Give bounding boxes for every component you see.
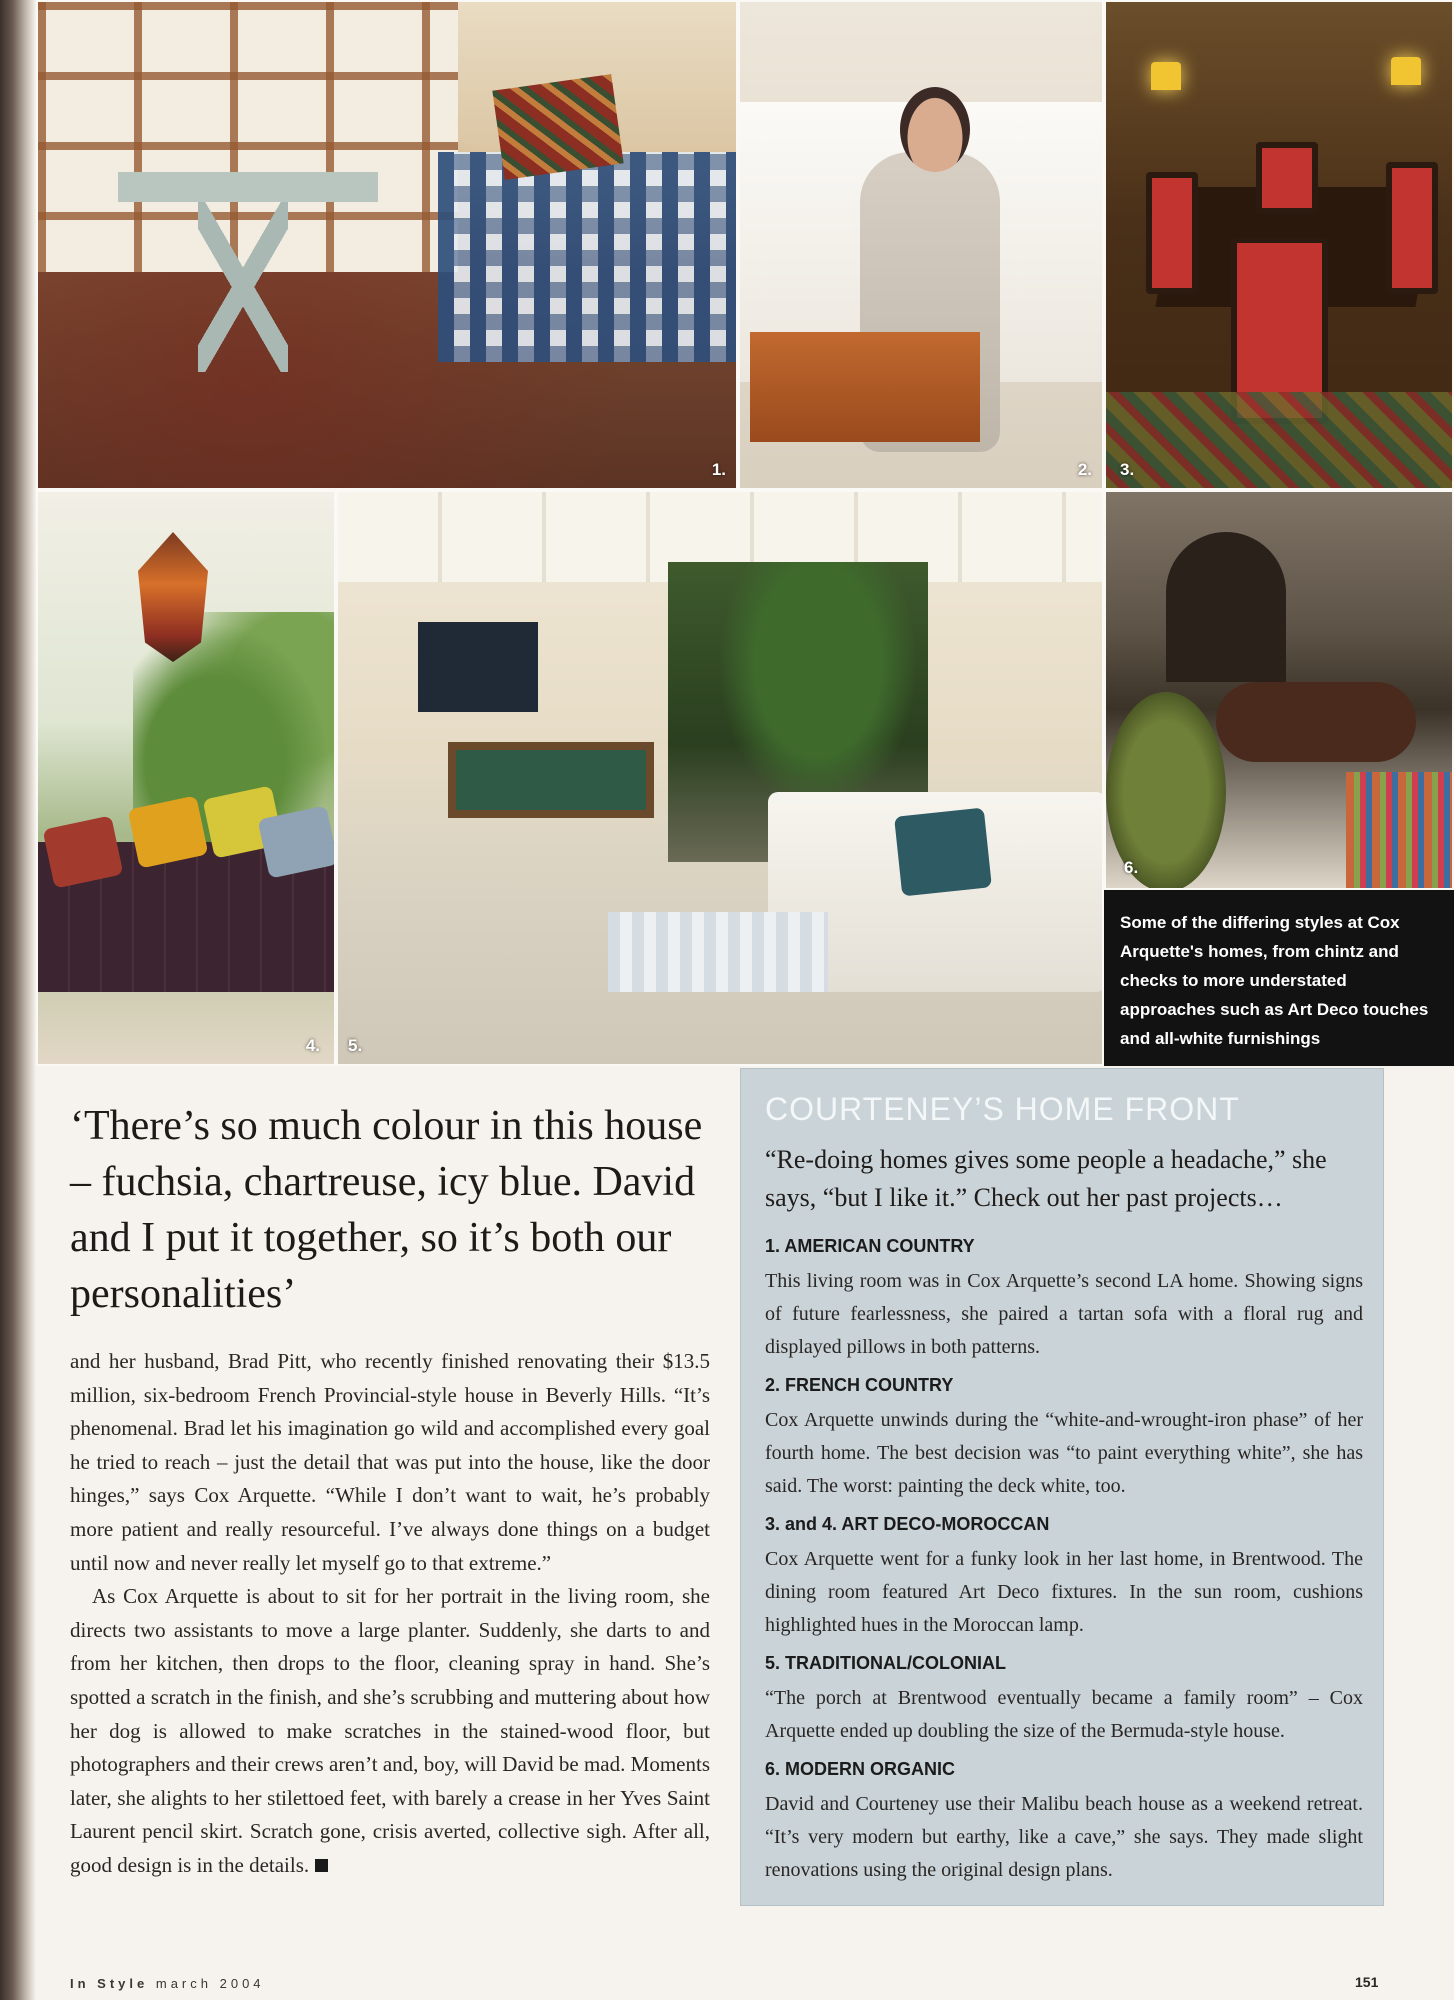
home-front-sidebar — [740, 1068, 1384, 1906]
coffee-table — [1216, 682, 1416, 762]
sidebar-text: David and Courteney use their Malibu beach house as a weekend retreat. “It’s very modern but earthy, like a cave,” she says. They made slight renovations using the original design plans. — [765, 1793, 1363, 1881]
wooden-chest — [750, 332, 980, 442]
article-paragraph — [70, 1580, 710, 1882]
photo-caption: Some of the differing styles at Cox Arquette's homes, from chintz and checks to more understated approaches such as Art Deco touches and all-white furnishings — [1120, 913, 1429, 1048]
photo-modern-organic — [1104, 490, 1454, 890]
article-body — [70, 1345, 710, 1883]
sidebar-heading: 1. AMERICAN COUNTRY — [765, 1236, 975, 1256]
sidebar-text: Cox Arquette unwinds during the “white-and-wrought-iron phase” of her fourth home. The best decision was “to paint everything white”, she has said. The worst: painting the deck white, too. — [765, 1409, 1363, 1497]
photo-number: 1. — [711, 460, 726, 479]
sidebar-heading: 3. and 4. ART DECO-MOROCCAN — [765, 1514, 1050, 1534]
photo-caption-box — [1104, 890, 1454, 1066]
photo-family-room — [336, 490, 1104, 1066]
sidebar-title: COURTENEY’S HOME FRONT — [765, 1091, 1240, 1127]
photo-number: 4. — [305, 1036, 320, 1055]
fireplace — [1166, 532, 1286, 682]
table-lamp — [1391, 57, 1421, 85]
photo-american-country — [36, 0, 738, 490]
sidebar-text: “The porch at Brentwood eventually became a family room” – Cox Arquette ended up doubling the size of the Bermuda-style house. — [765, 1687, 1363, 1742]
photo-number: 2. — [1077, 460, 1092, 479]
sidebar-text: Cox Arquette went for a funky look in her last home, in Brentwood. The dining room featured Art Deco fixtures. In the sun room, cushions highlighted hues in the Moroccan lamp. — [765, 1548, 1363, 1636]
table-lamp — [1151, 62, 1181, 90]
end-mark-icon — [315, 1859, 328, 1872]
magazine-issue: march 2004 — [155, 1976, 265, 1991]
tartan-pillow — [492, 74, 623, 180]
painted-table — [118, 172, 378, 202]
moroccan-lamp — [138, 532, 208, 662]
photo-moroccan-sunroom — [36, 490, 336, 1066]
magazine-footer — [70, 1976, 265, 1991]
red-chair — [1146, 172, 1198, 294]
sidebar-heading: 2. FRENCH COUNTRY — [765, 1375, 954, 1395]
table-legs — [198, 202, 288, 372]
floral-rug — [1106, 392, 1454, 490]
page-number: 151 — [1355, 1974, 1379, 1990]
sidebar-text: This living room was in Cox Arquette’s second LA home. Showing signs of future fearlessness, she paired a tartan sofa with a floral rug and displayed pillows in both patterns. — [765, 1270, 1363, 1358]
photo-number: 6. — [1124, 858, 1139, 877]
woman-head — [900, 87, 970, 172]
article-paragraph-text: As Cox Arquette is about to sit for her portrait in the living room, she directs two assistants to move a large planter. Suddenly, she darts to and from her kitchen, then drops to the floor, cleaning spray in hand. She’s spotted a scratch in the finish, and she’s scrubbing and muttering about how her dog is allowed to make scratches in the stained-wood floor, but photographers and their crews aren’t and, boy, will David be mad. Moments later, she alights to her stilettoed feet, with barely a crease in her Yves Saint Laurent pencil skirt. Scratch gone, crisis averted, collective sigh. After all, good design is in the details. — [70, 1584, 710, 1877]
palm-plant — [718, 562, 918, 812]
article-paragraph: and her husband, Brad Pitt, who recently finished renovating their $13.5 million, six-bedroom French Provincial-style house in Beverly Hills. “It’s phenomenal. Brad let his imagination go wild and accomplished every goal he tried to reach – just the detail that was put into the house, like the door hinges,” says Cox Arquette. “While I don’t want to wait, he’s probably more patient and really resourceful. I’ve always done things on a budget until now and never really let myself go to that extreme.” — [70, 1349, 710, 1575]
check-sofa — [438, 152, 738, 362]
red-chair — [1256, 142, 1318, 214]
photo-number: 5. — [348, 1036, 363, 1055]
page-gutter-shadow — [0, 0, 36, 2000]
billiard-table — [448, 742, 654, 818]
wall-painting — [418, 622, 538, 712]
magazine-brand: In Style — [70, 1976, 149, 1991]
sidebar-intro: “Re-doing homes gives some people a headache,” she says, “but I like it.” Check out her past projects… — [765, 1145, 1327, 1212]
photo-art-deco-dining — [1104, 0, 1454, 490]
sidebar-heading: 5. TRADITIONAL/COLONIAL — [765, 1653, 1006, 1673]
sidebar-heading: 6. MODERN ORGANIC — [765, 1759, 956, 1779]
teal-pillow — [894, 808, 992, 897]
red-chair — [1386, 162, 1438, 294]
striped-cushion — [1346, 772, 1454, 890]
checked-ottoman — [608, 912, 828, 992]
photo-french-country — [738, 0, 1104, 490]
photo-number: 3. — [1120, 460, 1135, 479]
pull-quote: ‘There’s so much colour in this house – fuchsia, chartreuse, icy blue. David and I put it together, so it’s both our personalities’ — [70, 1103, 703, 1317]
